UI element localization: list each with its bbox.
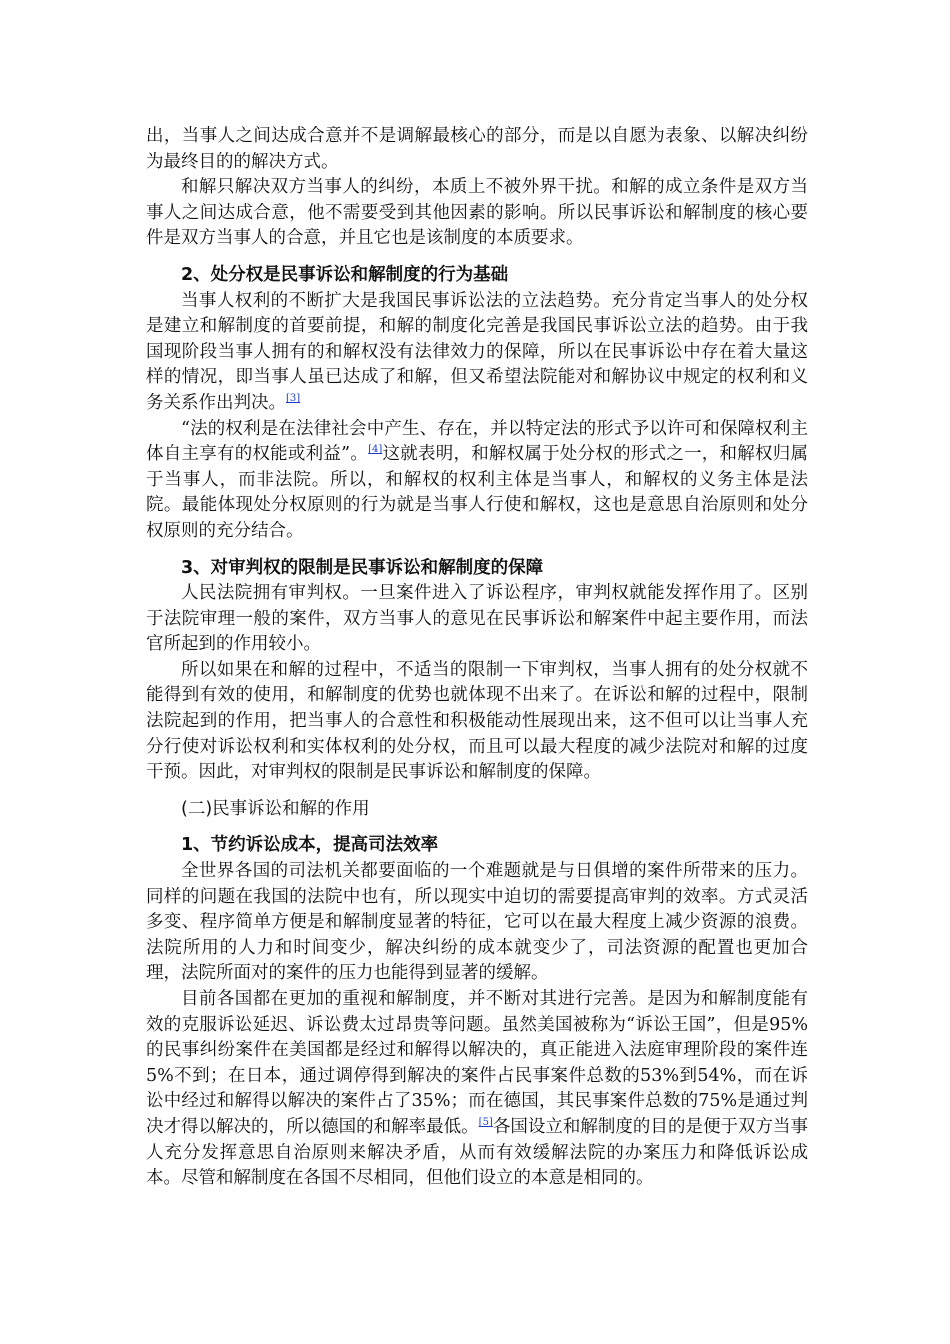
body-paragraph — [146, 658, 808, 786]
citation-link[interactable]: [3] — [286, 393, 301, 405]
paragraph-gap — [146, 252, 808, 263]
paragraph-gap — [146, 786, 808, 797]
paragraph-text: 目前各国都在更加的重视和解制度，并不断对其进行完善。是因为和解制度能有效的克服诉讼延迟、诉讼费太过昂贵等问题。虽然美国被称为“诉讼王国”，但是95%的民事纠纷案件在美国都是经过和解得以解决的，真正能进入法庭审理阶段的案件连5%不到；在日本，通过调停得到解决的案件占民事案件总数的53%到54%，而在诉讼中经过和解得以解决的案件占了35%；而在德国，其民事案件总数的75%是通过判决才得以解决的，所以德国的和解率最低。 — [146, 989, 808, 1137]
paragraph-text: 所以如果在和解的过程中，不适当的限制一下审判权，当事人拥有的处分权就不能得到有效的使用，和解制度的优势也就体现不出来了。在诉讼和解的过程中，限制法院起到的作用，把当事人的合意性和积极能动性展现出来，这不但可以让当事人充分行使对诉讼权利和实体权利的处分权，而且可以最大程度的减少法院对和解的过度干预。因此，对审判权的限制是民事诉讼和解制度的保障。 — [146, 659, 808, 783]
subsection-heading: 2、处分权是民事诉讼和解制度的行为基础 — [181, 264, 509, 285]
citation-link[interactable]: [5] — [478, 1117, 493, 1129]
paragraph-gap — [146, 545, 808, 556]
paragraph-text: 出，当事人之间达成合意并不是调解最核心的部分，而是以自愿为表象、以解决纠纷为最终目的的解决方式。 — [146, 126, 808, 172]
citation-link[interactable]: [4] — [368, 444, 383, 456]
document-body — [146, 124, 808, 1192]
body-paragraph — [146, 175, 808, 252]
paragraph-gap — [146, 822, 808, 833]
paragraph-text: 和解只解决双方当事人的纠纷，本质上不被外界干扰。和解的成立条件是双方当事人之间达成合意，他不需要受到其他因素的影响。所以民事诉讼和解制度的核心要件是双方当事人的合意，并且它也是该制度的本质要求。 — [146, 177, 808, 249]
body-paragraph — [146, 417, 808, 545]
subsection-heading: 3、对审判权的限制是民事诉讼和解制度的保障 — [181, 557, 544, 578]
paragraph-text: 这就表明，和解权属于处分权的形式之一，和解权归属于当事人，而非法院。所以，和解权的权利主体是当事人，和解权的义务主体是法院。最能体现处分权原则的行为就是当事人行使和解权，这也是意思自治原则和处分权原则的充分结合。 — [146, 444, 809, 541]
body-paragraph — [146, 289, 808, 417]
body-paragraph — [146, 581, 808, 658]
paragraph-text: 当事人权利的不断扩大是我国民事诉讼法的立法趋势。充分肯定当事人的处分权是建立和解制度的首要前提，和解的制度化完善是我国民事诉讼立法的趋势。由于我国现阶段当事人拥有的和解权没有法律效力的保障，所以在民事诉讼中存在着大量这样的情况，即当事人虽已达成了和解，但又希望法院能对和解协议中规定的权利和义务关系作出判决。 — [146, 290, 808, 413]
body-paragraph — [146, 987, 808, 1192]
paragraph-text: 各国设立和解制度的目的是便于双方当事人充分发挥意思自治原则来解决矛盾，从而有效缓解法院的办案压力和降低诉讼成本。尽管和解制度在各国不尽相同，但他们设立的本意是相同的。 — [146, 1116, 809, 1189]
body-paragraph — [146, 124, 808, 175]
subsection-heading: 1、节约诉讼成本，提高司法效率 — [181, 835, 439, 856]
section-heading: (二)民事诉讼和解的作用 — [181, 798, 370, 819]
body-paragraph — [146, 859, 808, 987]
paragraph-text: 人民法院拥有审判权。一旦案件进入了诉讼程序，审判权就能发挥作用了。区别于法院审理一般的案件，双方当事人的意见在民事诉讼和解案件中起主要作用，而法官所起到的作用较小。 — [146, 583, 808, 655]
paragraph-text: 全世界各国的司法机关都要面临的一个难题就是与日俱增的案件所带来的压力。同样的问题在我国的法院中也有，所以现实中迫切的需要提高审判的效率。方式灵活多变、程序简单方便是和解制度显著的特征，它可以在最大程度上减少资源的浪费。法院所用的人力和时间变少，解决纠纷的成本就变少了，司法资源的配置也更加合理，法院所面对的案件的压力也能得到显著的缓解。 — [146, 861, 808, 984]
paragraph-text: “法的权利是在法律社会中产生、存在，并以特定法的形式予以许可和保障权利主体自主享有的权能或利益”。 — [146, 418, 808, 465]
